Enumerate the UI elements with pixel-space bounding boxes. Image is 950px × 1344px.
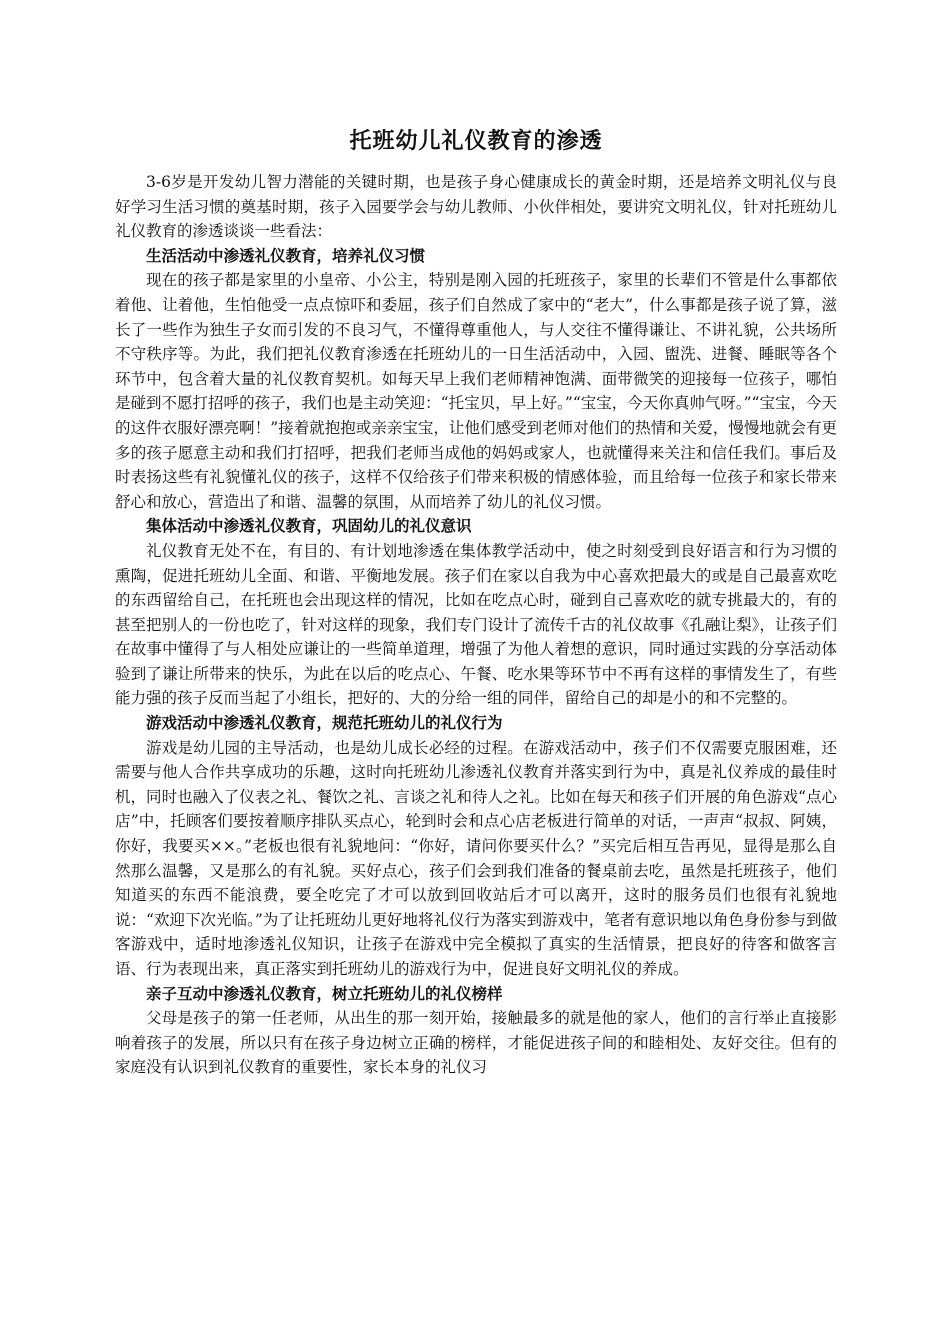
section-body: 游戏是幼儿园的主导活动，也是幼儿成长必经的过程。在游戏活动中，孩子们不仅需要克服困难，还需要与他人合作共享成功的乐趣，这时向托班幼儿渗透礼仪教育并落实到行为中，真是礼仪养成的最佳时机，同时也融入了仪表之礼、餐饮之礼、言谈之礼和待人之礼。比如在每天和孩子们开展的角色游戏“点心店”中，托顾客们要按着顺序排队买点心，轮到时会和点心店老板进行简单的对话，一声声“叔叔、阿姨，你好，我要买××。”老板也很有礼貌地问：“你好，请问你要买什么？”买完后相互告再见，显得是那么自然那么温馨，又是那么的有礼貌。买好点心，孩子们会到我们准备的餐桌前去吃，虽然是托班孩子，他们知道买的东西不能浪费，要全吃完了才可以放到回收站后才可以离开，这时的服务员们也很有礼貌地说：“欢迎下次光临。”为了让托班幼儿更好地将礼仪行为落实到游戏中，笔者有意识地以角色身份参与到做客游戏中，适时地渗透礼仪知识，让孩子在游戏中完全模拟了真实的生活情景，把良好的待客和做客言语、行为表现出来，真正落实到托班幼儿的游戏行为中，促进良好文明礼仪的养成。 <box>115 738 837 978</box>
section-body: 礼仪教育无处不在，有目的、有计划地渗透在集体教学活动中，使之时刻受到良好语言和行为习惯的熏陶，促进托班幼儿全面、和谐、平衡地发展。孩子们在家以自我为中心喜欢把最大的或是自己最喜欢吃的东西留给自己，在托班也会出现这样的情况，比如在吃点心时，碰到自己喜欢吃的就专挑最大的，有的甚至把别人的一份也吃了，针对这样的现象，我们专门设计了流传千古的礼仪故事《孔融让梨》，让孩子们在故事中懂得了与人相处应谦让的一些简单道理，增强了为他人着想的意识，同时通过实践的分享活动体验到了谦让所带来的快乐，为此在以后的吃点心、午餐、吃水果等环节中不再有这样的事情发生了，有些能力强的孩子反而当起了小组长，把好的、大的分给一组的同伴，留给自己的却是小的和不完整的。 <box>115 541 837 708</box>
section-heading: 亲子互动中渗透礼仪教育，树立托班幼儿的礼仪榜样 <box>146 984 503 1003</box>
document-page <box>115 124 837 1080</box>
section-heading: 生活活动中渗透礼仪教育，培养礼仪习惯 <box>146 246 426 265</box>
section-body: 父母是孩子的第一任老师，从出生的那一刻开始，接触最多的就是他的家人，他们的言行举止直接影响着孩子的发展，所以只有在孩子身边树立正确的榜样，才能促进孩子间的和睦相处、友好交往。但有的家庭没有认识到礼仪教育的重要性，家长本身的礼仪习 <box>115 1009 837 1077</box>
section-4 <box>115 982 837 1080</box>
section-body: 现在的孩子都是家里的小皇帝、小公主，特别是刚入园的托班孩子，家里的长辈们不管是什么事都依着他、让着他，生怕他受一点点惊吓和委屈，孩子们自然成了家中的“老大”，什么事都是孩子说了算，滋长了一些作为独生子女而引发的不良习气，不懂得尊重他人，与人交往不懂得谦让、不讲礼貌，公共场所不守秩序等。为此，我们把礼仪教育渗透在托班幼儿的一日生活活动中，入园、盥洗、进餐、睡眠等各个环节中，包含着大量的礼仪教育契机。如每天早上我们老师精神饱满、面带微笑的迎接每一位孩子，哪怕是碰到不愿打招呼的孩子，我们也是主动笑迎：“托宝贝，早上好。”“宝宝，今天你真帅气呀。”“宝宝，今天的这件衣服好漂亮啊！”接着就抱抱或亲亲宝宝，让他们感受到老师对他们的热情和关爱，慢慢地就会有更多的孩子愿意主动和我们打招呼，把我们老师当成他的妈妈或家人，也就懂得来关注和信任我们。事后及时表扬这些有礼貌懂礼仪的孩子，这样不仅给孩子们带来积极的情感体验，而且给每一位孩子和家长带来舒心和放心，营造出了和谐、温馨的氛围，从而培养了幼儿的礼仪习惯。 <box>115 271 837 511</box>
section-heading: 游戏活动中渗透礼仪教育，规范托班幼儿的礼仪行为 <box>146 714 503 733</box>
section-2 <box>115 514 837 711</box>
section-heading: 集体活动中渗透礼仪教育，巩固幼儿的礼仪意识 <box>146 517 472 536</box>
document-title: 托班幼儿礼仪教育的渗透 <box>349 129 603 154</box>
section-1 <box>115 244 837 515</box>
section-3 <box>115 711 837 982</box>
intro-paragraph: 3-6岁是开发幼儿智力潜能的关键时期，也是孩子身心健康成长的黄金时期，还是培养文明礼仪与良好学习生活习惯的奠基时期，孩子入园要学会与幼儿教师、小伙伴相处，要讲究文明礼仪，针对托班幼儿礼仪教育的渗透谈谈一些看法： <box>115 173 837 241</box>
